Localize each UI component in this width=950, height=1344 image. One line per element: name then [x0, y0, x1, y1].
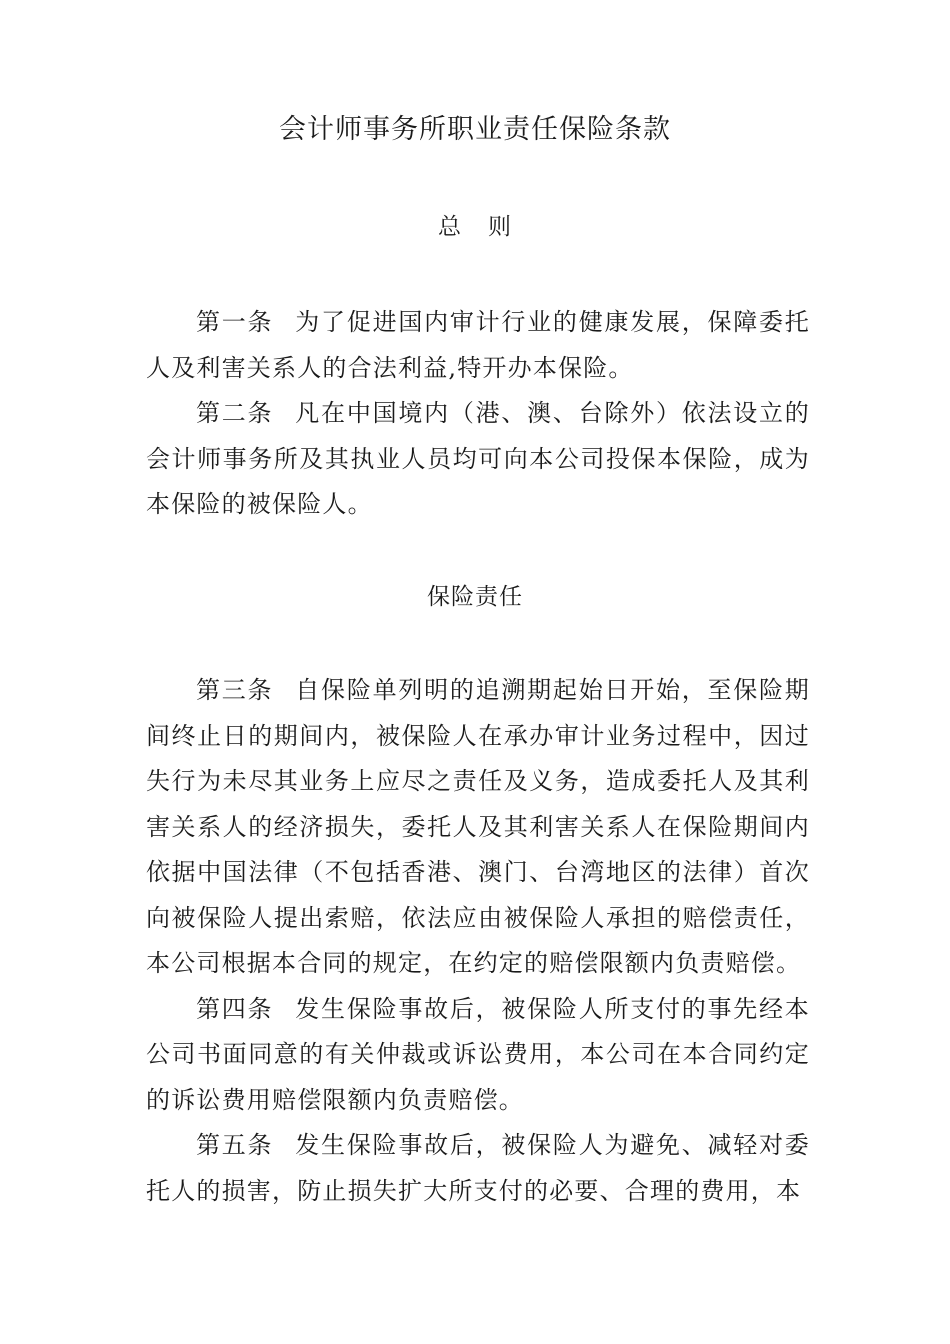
article-number: 第二条 [196, 399, 274, 427]
article-number: 第一条 [196, 308, 274, 336]
section-heading-liability: 保险责任 [427, 584, 523, 610]
article-number: 第四条 [196, 994, 274, 1023]
article-paragraph [146, 300, 810, 391]
section-heading-general-left: 总 [438, 214, 462, 240]
article-number: 第五条 [196, 1131, 274, 1159]
article-paragraph [146, 987, 810, 1124]
article-text: 发生保险事故后，被保险人所支付的事先经本公司书面同意的有关仲裁或诉讼费用，本公司在本合同约定的诉讼费用赔偿限额内负责赔偿。 [146, 994, 810, 1114]
article-paragraph [146, 668, 810, 987]
section-heading-general-right: 则 [488, 214, 512, 240]
section-liability-body [146, 668, 810, 1214]
article-paragraph [146, 1123, 810, 1214]
document-title: 会计师事务所职业责任保险条款 [279, 114, 671, 145]
section-heading-general [0, 210, 950, 244]
article-text: 自保险单列明的追溯期起始日开始，至保险期间终止日的期间内，被保险人在承办审计业务过程中，因过失行为未尽其业务上应尽之责任及义务，造成委托人及其利害关系人的经济损失，委托人及其利害关系人在保险期间内依据中国法律（不包括香港、澳门、台湾地区的法律）首次向被保险人提出索赔，依法应由被保险人承担的赔偿责任，本公司根据本合同的规定，在约定的赔偿限额内负责赔偿。 [146, 676, 810, 977]
section-general-body [146, 300, 810, 528]
article-text: 凡在中国境内（港、澳、台除外）依法设立的会计师事务所及其执业人员均可向本公司投保本保险，成为本保险的被保险人。 [146, 399, 810, 518]
article-number: 第三条 [196, 676, 274, 704]
article-paragraph [146, 391, 810, 528]
article-text: 发生保险事故后，被保险人为避免、减轻对委托人的损害，防止损失扩大所支付的必要、合理的费用，本 [146, 1131, 810, 1205]
article-text: 为了促进国内审计行业的健康发展，保障委托人及利害关系人的合法利益,特开办本保险。 [146, 308, 810, 382]
